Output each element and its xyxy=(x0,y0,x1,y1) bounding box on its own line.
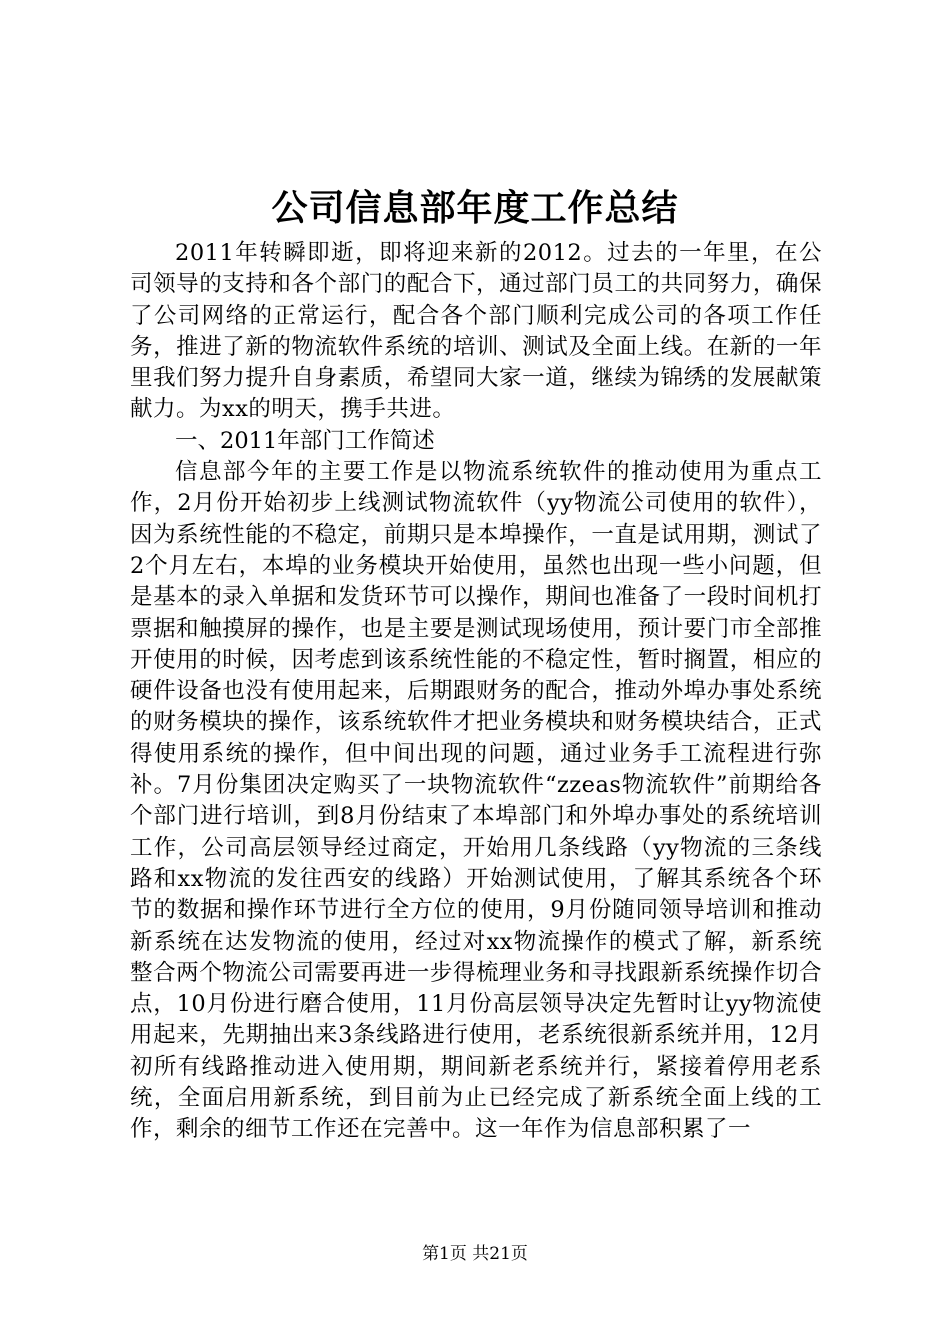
page-footer: 第1页 共21页 xyxy=(422,1244,528,1264)
intro-paragraph: 2011年转瞬即逝，即将迎来新的2012。过去的一年里，在公司领导的支持和各个部门的配合下，通过部门员工的共同努力，确保了公司网络的正常运行，配合各个部门顺利完成公司的各项工作任务，推进了新的物流软件系统的培训、测试及全面上线。在新的一年里我们努力提升自身素质，希望同大家一道，继续为锦绣的发展献策献力。为xx的明天，携手共进。 xyxy=(130,240,822,423)
document-title: 公司信息部年度工作总结 xyxy=(271,187,679,229)
document-body xyxy=(130,238,822,1146)
section-heading: 一、2011年部门工作简述 xyxy=(175,427,435,454)
section-paragraph: 信息部今年的主要工作是以物流系统软件的推动使用为重点工作，2月份开始初步上线测试物流软件（yy物流公司使用的软件），因为系统性能的不稳定，前期只是本埠操作，一直是试用期，测试了2个月左右，本埠的业务模块开始使用，虽然也出现一些小问题，但是基本的录入单据和发货环节可以操作，期间也准备了一段时间机打票据和触摸屏的操作，也是主要是测试现场使用，预计要门市全部推开使用的时候，因考虑到该系统性能的不稳定性，暂时搁置，相应的硬件设备也没有使用起来，后期跟财务的配合，推动外埠办事处系统的财务模块的操作，该系统软件才把业务模块和财务模块结合，正式得使用系统的操作，但中间出现的问题，通过业务手工流程进行弥补。7月份集团决定购买了一块物流软件“zzeas物流软件”前期给各个部门进行培训，到8月份结束了本埠部门和外埠办事处的系统培训工作，公司高层领导经过商定，开始用几条线路（yy物流的三条线路和xx物流的发往西安的线路）开始测试使用，了解其系统各个环节的数据和操作环节进行全方位的使用，9月份随同领导培训和推动新系统在达发物流的使用，经过对xx物流操作的模式了解，新系统整合两个物流公司需要再进一步得梳理业务和寻找跟新系统操作切合点，10月份进行磨合使用，11月份高层领导决定先暂时让yy物流使用起来，先期抽出来3条线路进行使用，老系统很新系统并用，12月初所有线路推动进入使用期，期间新老系统并行，紧接着停用老系统，全面启用新系统，到目前为止已经完成了新系统全面上线的工作，剩余的细节工作还在完善中。这一年作为信息部积累了一 xyxy=(130,459,822,1143)
